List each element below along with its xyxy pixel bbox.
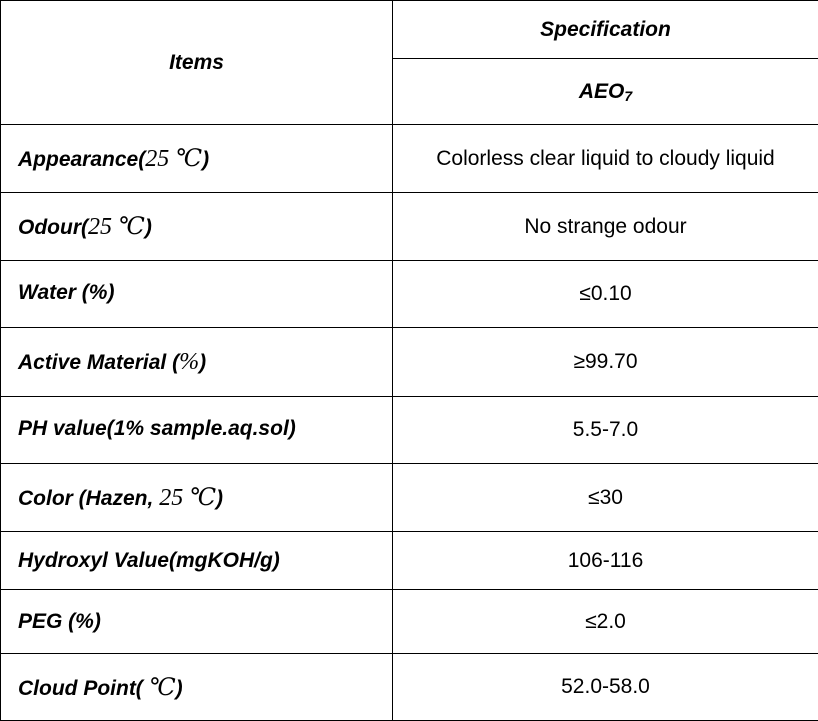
row-item-hydroxyl-value: Hydroxyl Value(mgKOH/g) [1,532,393,590]
row-value-cloud-point: 52.0-58.0 [393,654,818,721]
row-item-water: Water (%) [1,261,393,328]
table-row [1,397,818,464]
row-item-active-material: Active Material (%) [1,328,393,397]
row-item-color: Color (Hazen, 25 ℃) [1,464,393,532]
row-value-active-material: ≥99.70 [393,328,818,397]
items-header [1,1,393,125]
table-row [1,125,818,193]
row-value-hydroxyl-value: 106-116 [393,532,818,590]
table-row [1,654,818,721]
product-header [393,59,818,125]
row-item-peg: PEG (%) [1,590,393,654]
row-value-appearance: Colorless clear liquid to cloudy liquid [393,125,818,193]
row-item-cloud-point: Cloud Point( ℃) [1,654,393,721]
row-item-appearance: Appearance(25 ℃) [1,125,393,193]
row-value-water: ≤0.10 [393,261,818,328]
items-header-label: Items [169,51,224,74]
row-value-ph-value: 5.5-7.0 [393,397,818,464]
product-subscript: 7 [624,88,632,104]
product-base: AEO [579,80,625,103]
table-row [1,590,818,654]
table-row [1,532,818,590]
table-row [1,328,818,397]
specification-header [393,1,818,59]
table-row [1,464,818,532]
row-item-ph-value: PH value(1% sample.aq.sol) [1,397,393,464]
table-row [1,193,818,261]
specification-header-label: Specification [540,18,671,41]
row-value-color: ≤30 [393,464,818,532]
row-item-odour: Odour(25 ℃) [1,193,393,261]
row-value-peg: ≤2.0 [393,590,818,654]
row-value-odour: No strange odour [393,193,818,261]
table-row [1,261,818,328]
